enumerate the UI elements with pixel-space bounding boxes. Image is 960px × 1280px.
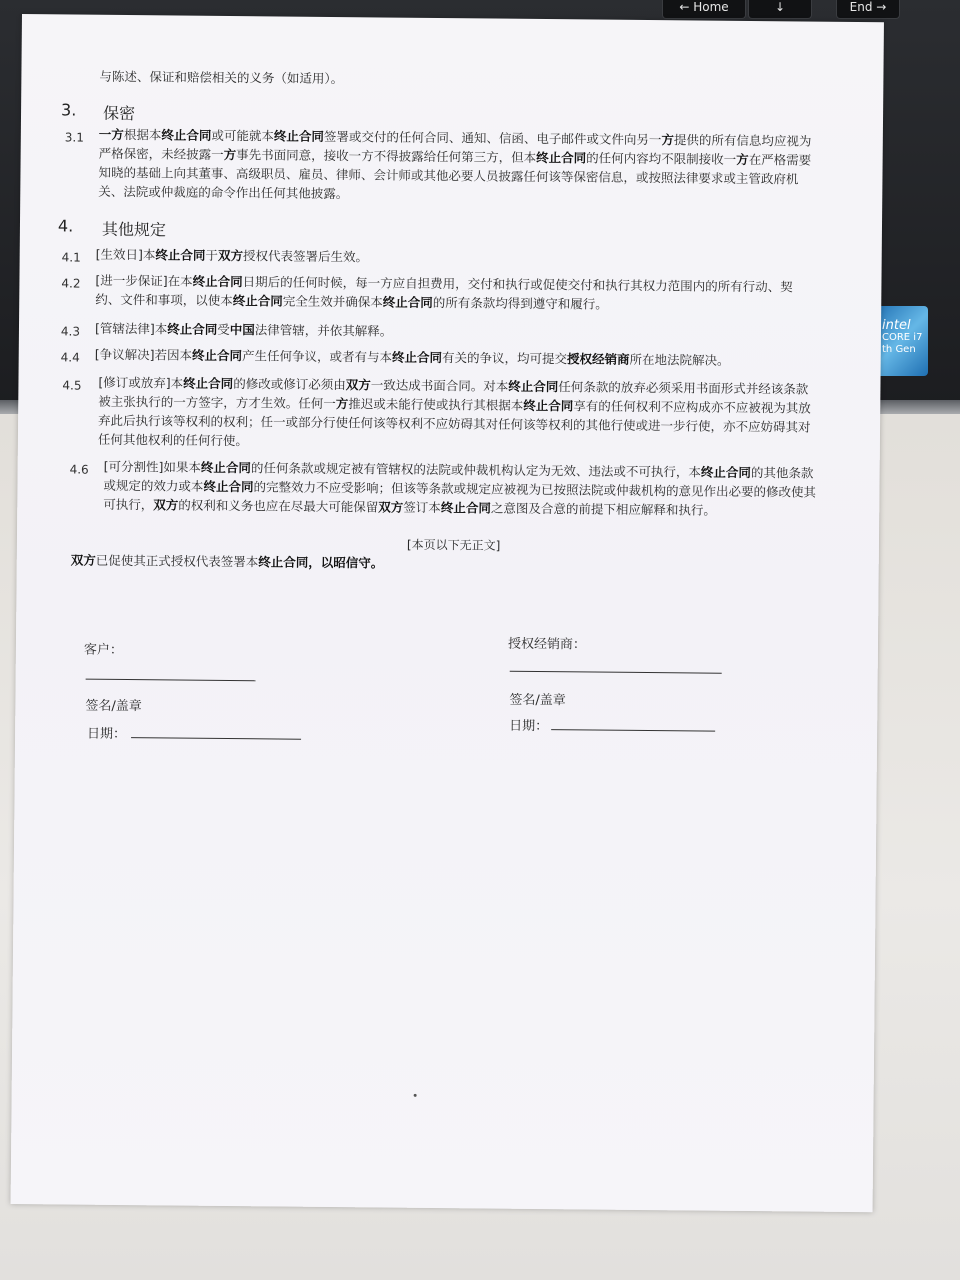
clause-4-5-text [98,373,811,456]
clause-4-4-number: 4.4 [60,350,80,365]
text-run: 可执行， [103,496,154,513]
text-run: 的其他条款 [750,465,814,481]
bold-term: 终止合同 [391,349,443,366]
bold-term: 终止合同 [191,347,243,364]
dealer-sign-label: 签名/盖章 [509,692,566,709]
bold-term: 终止合同 [232,293,283,309]
text-run: 的所有条款均得到遵守和履行。 [432,294,608,312]
bold-term: 授权经销商 [566,351,630,367]
text-run: 在严格需要 [748,151,812,168]
bold-term: 双方 [217,247,244,264]
clause-4-6-number: 4.6 [69,462,89,477]
clause-4-2-text [95,271,793,316]
text-run: 的权利和义务也应在尽最大可能保留 [178,497,379,515]
text-run: 根据本 [123,126,162,143]
home-key: ← Home [662,0,746,19]
end-key: End → [836,0,900,19]
text-line [71,550,384,572]
text-run: 完全生效并确保本 [282,293,383,310]
text-run: 提供的所有信息均应视为 [673,132,812,149]
bold-term: 终止合同 [273,128,324,144]
clause-4-3-text [95,319,392,341]
text-run: 授权代表签署后生效。 [242,248,369,265]
text-run: 的任何内容均不限制接收一 [586,150,737,167]
bold-term: 双方 [345,377,371,393]
text-run: 任何其他权利的任何行使。 [97,431,249,449]
text-run: 签署或交付的任何合同、通知、信函、电子邮件或文件向另一 [323,128,662,148]
customer-signature-line [86,679,256,682]
text-run: 之意图及合意的前提下相应解释和执行。 [490,500,716,518]
text-run: [进一步保证]在本 [95,272,193,289]
bold-term: 双方 [153,497,179,513]
text-run: 任何条款的放弃必须采用书面形式并经该条款 [558,379,809,397]
section-3-number: 3. [60,100,77,120]
bold-term: 终止合同 [440,500,491,516]
text-run: 的任何条款或规定被有管辖权的法院或仲裁机构认定为无效、违法或不可执行，本 [250,460,702,480]
clause-4-4-text [95,345,730,370]
text-run: 一致达成书面合同。对本 [370,377,509,394]
bold-term: 终止合同 [700,464,752,481]
clause-4-3-number: 4.3 [60,324,81,339]
text-run: 法律管辖，并依其解释。 [254,322,393,339]
bold-term: 中国 [229,322,255,338]
bold-term: 双方 [378,499,404,515]
text-run: 或规定的效力或本 [103,477,204,494]
bold-term: 方 [335,396,349,412]
bold-term: 终止合同 [203,478,254,495]
paper-speck [414,1094,417,1097]
text-run: 事先书面同意，接收一方不得披露给任何第三方，但本 [236,147,537,165]
text-run: 推迟或未能行使或执行其根据本 [348,396,524,413]
text-run: 享有的任何权利不应构成亦不应被视为其放 [573,398,811,416]
text-run: 于 [205,247,219,263]
section-4-number: 4. [57,216,74,236]
text-run: 或可能就本 [211,127,274,144]
bold-term: 终止合同 [508,378,559,395]
bold-term: 方 [223,146,237,163]
text-run: [管辖法律]本 [94,320,168,337]
text-run: 约、文件和事项，以使本 [95,291,233,309]
top-continuation-line: 与陈述、保证和赔偿相关的义务（如适用）。 [99,68,344,87]
clause-4-5-number: 4.5 [62,378,82,393]
down-arrow-key: ↓ [748,0,812,19]
customer-date-line [131,737,301,740]
bold-term: 方 [736,151,749,167]
clause-4-2-number: 4.2 [61,276,81,291]
witness-statement [71,550,384,572]
clause-4-1-number: 4.1 [61,250,81,265]
dealer-date-line [551,729,715,732]
bold-term: 终止合同 [161,127,212,143]
bold-term: 终止合同 [167,321,218,337]
bold-term: 终止合同 [382,294,433,310]
customer-label: 客户： [83,642,123,658]
intel-logo-text: intel [882,318,911,333]
dealer-label: 授权经销商： [507,636,587,653]
text-run: 的修改或修订必须由 [233,376,346,393]
text-run: 产生任何争议，或者有与本 [241,348,393,365]
no-text-below-note: [本页以下无正文] [406,537,501,553]
bold-term: 双方 [70,552,96,568]
text-run: 签订本 [403,499,441,516]
bold-term: 终止合同 [200,459,252,476]
section-4-title: 其他规定 [101,219,167,240]
bold-term: 终止合同 [155,247,206,263]
clause-4-6-text [103,457,816,521]
bold-term: 一方 [98,126,124,142]
text-line [95,345,730,370]
text-run: [可分割性]如果本 [103,458,201,475]
clause-3-1-text [98,125,811,208]
text-run: 弃此后执行该等权利的权利；任一或部分行使任何该等权利不应妨碍其对任何该等权利的其他行使或进一步行使，亦不应妨碍其对 [98,412,811,435]
text-line [95,319,392,341]
text-run: 严格保密，未经披露一 [98,145,224,162]
customer-date-label: 日期： [87,726,127,743]
text-line [96,245,368,267]
bold-term: 终止合同 [523,397,574,414]
contract-page [11,14,884,1212]
section-3-title: 保密 [102,103,136,124]
text-run: 受 [217,321,230,338]
text-run: 的完整效力不应受影响；但该等条款或规定应被视为已按照法院或仲裁机构的意见作出必要的修改使其 [253,479,817,500]
intel-gen-text: th Gen [882,344,916,355]
text-run: 日期后的任何时候，每一方应自担费用，交付和执行或促使交付和执行其权力范围内的所有行动、契 [242,274,793,295]
clause-4-1-text [96,245,368,267]
customer-sign-label: 签名/盖章 [85,698,142,715]
intel-core-text: CORE i7 [882,332,923,343]
text-run: 有关的争议，均可提交 [441,350,568,367]
text-run: 关、法院或仲裁庭的命令作出任何其他披露。 [98,183,349,202]
clause-3-1-number: 3.1 [64,130,84,145]
text-run: 已促使其正式授权代表签署本 [95,552,259,570]
bold-term: 方 [661,132,675,148]
text-run: 知晓的基础上向其董事、高级职员、雇员、律师、会计师或其他必要人员披露任何该等保密信息，或按照法律要求或主管政府机 [98,164,799,187]
dealer-date-label: 日期： [509,718,549,735]
bold-term: 终止合同 [192,273,243,290]
text-run: [争议解决]若因本 [94,346,193,363]
text-run: 所在地法院解决。 [629,351,730,368]
bold-term: 终止合同 [536,149,587,166]
text-run: 被主张执行的一方签字，方才生效。任何一 [98,393,336,412]
dealer-signature-line [510,671,722,674]
text-run: [修订或放弃]本 [98,374,184,391]
text-run: [生效日]本 [95,246,156,263]
bold-term: 终止合同，以昭信守。 [258,554,384,571]
bold-term: 终止合同 [183,375,234,392]
